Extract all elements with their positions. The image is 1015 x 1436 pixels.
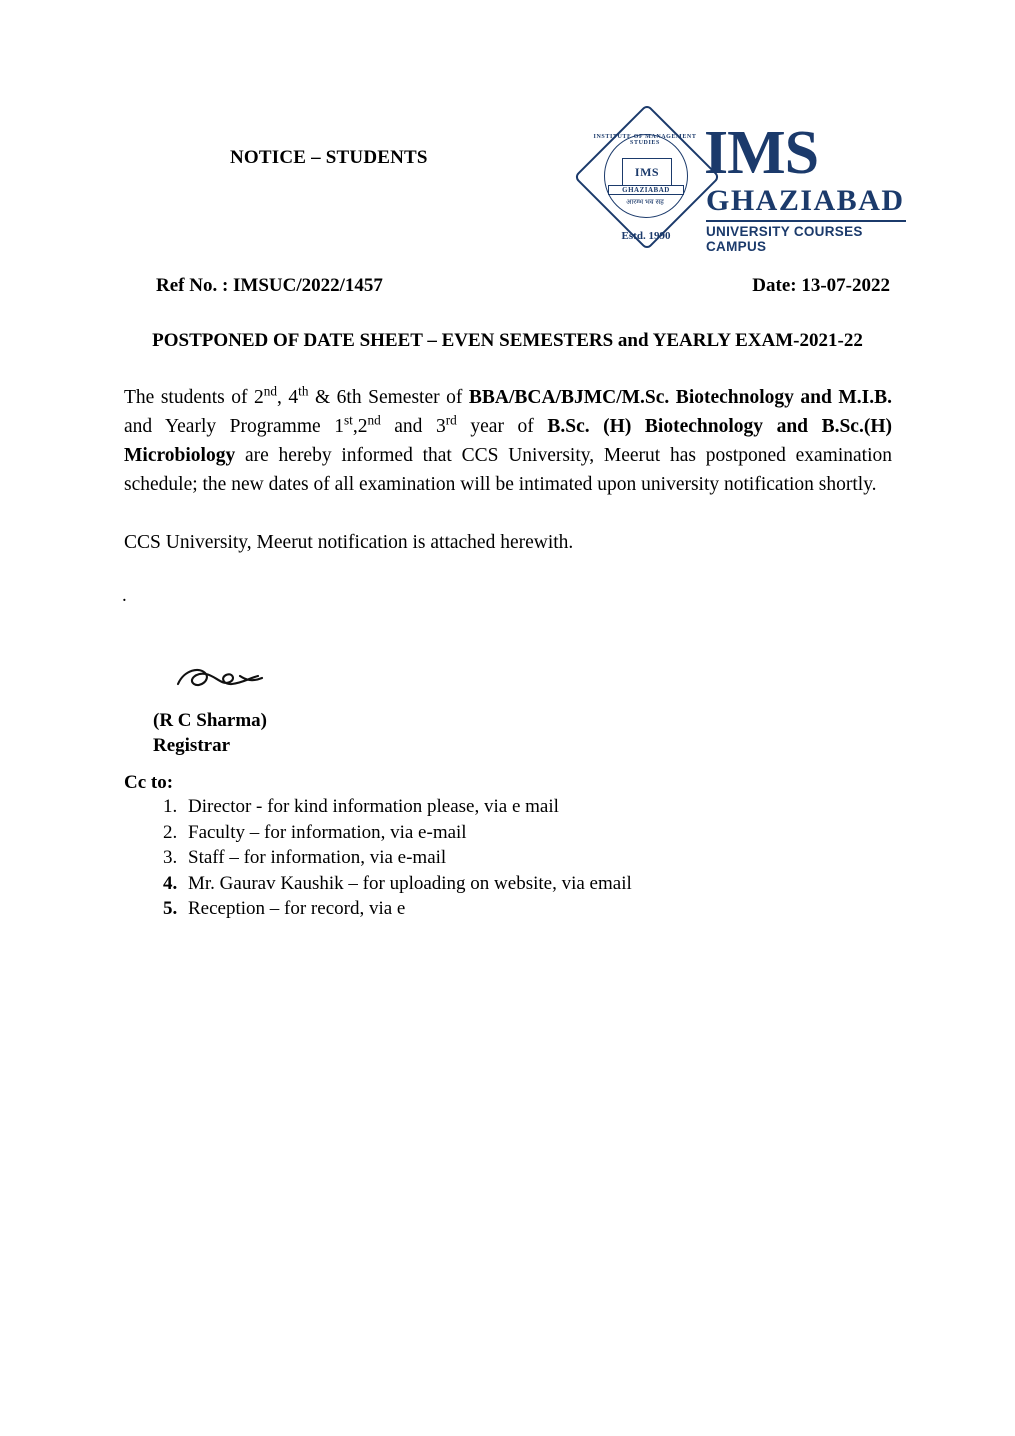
ims-seal-icon [592,122,702,242]
letterhead [0,120,1015,260]
logo-wordmark: IMS [704,119,819,187]
reference-number: Ref No. : IMSUC/2022/1457 [156,275,383,296]
seal-ring-text: INSTITUTE OF MANAGEMENT STUDIES [593,134,697,146]
list-item: 5. Reception – for record, via e [182,896,942,922]
cc-list [124,794,942,922]
p1-text-1: The students of 2 [124,387,264,408]
signature-image [170,662,280,696]
p1-text-5: ,2 [352,416,368,437]
seal-hindi-motto: आरम्भ भव सह [626,198,664,206]
p1-bold-1: BBA/BCA/BJMC/M.Sc. Biotechnology and M.I.B. [468,387,892,408]
seal-established-label: Estd. 1990 [621,230,671,242]
p1-bold-2: B.Sc. (H) Biotechnology and B.Sc.(H) Microbiology [124,416,892,466]
paragraph-spacer [124,499,892,528]
p1-text-8: are hereby informed that CCS University, Meerut has postponed examination schedule; the new dates of all examination will be intimated upon university notification shortly. [124,445,892,495]
p1-text-7: year of [456,416,548,437]
document-date: Date: 13-07-2022 [752,275,890,296]
p1-text-3: & 6th Semester of [308,387,469,408]
list-item: 1. Director - for kind information please, via e mail [182,794,942,820]
cc-heading: Cc to: [124,772,174,793]
ims-logo [592,119,912,254]
notice-title: NOTICE – STUDENTS [230,147,428,168]
paragraph-one [124,383,892,499]
seal-core-label: IMS [622,158,672,186]
p1-text-4: and Yearly Programme 1 [124,416,344,437]
list-item: 2. Faculty – for information, via e-mail [182,820,942,846]
p1-sup-1: nd [263,383,278,399]
subject-line: POSTPONED OF DATE SHEET – EVEN SEMESTERS and YEARLY EXAM-2021-22 [152,330,863,351]
seal-band-label: GHAZIABAD [608,185,684,195]
logo-city: GHAZIABAD [706,184,905,217]
list-item: 3. Staff – for information, via e-mail [182,845,942,871]
list-item: 4. Mr. Gaurav Kaushik – for uploading on website, via email [182,871,942,897]
p1-sup-2: th [298,383,309,399]
paragraph-two: CCS University, Meerut notification is attached herewith. [124,532,574,553]
p1-text-6: and 3 [380,416,446,437]
reference-line [124,275,894,297]
p1-text-2: , 4 [277,387,299,408]
p1-sup-5: rd [445,412,457,428]
stray-dot: . [122,585,127,606]
signature-block [153,708,267,758]
signer-designation: Registrar [153,735,231,756]
body-content [124,383,892,557]
p1-sup-3: st [343,412,353,428]
logo-divider [706,220,906,222]
signer-name: (R C Sharma) [153,710,267,731]
p1-sup-4: nd [367,412,381,428]
logo-campus-label: UNIVERSITY COURSES CAMPUS [706,224,863,254]
